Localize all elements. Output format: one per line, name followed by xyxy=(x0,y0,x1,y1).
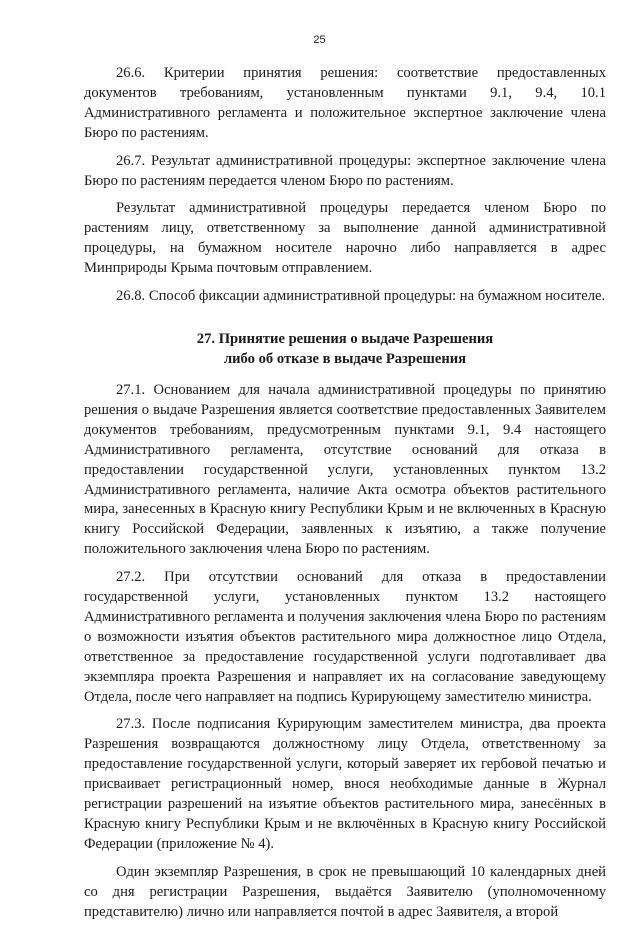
paragraph-26-7: 26.7. Результат административной процедуры: экспертное заключение члена Бюро по растениям передается членом Бюро по растениям. xyxy=(84,152,606,189)
paragraph-26-6: 26.6. Критерии принятия решения: соответствие предоставленных документов требованиям, установленным пунктами 9.1, 9.4, 10.1 Административного регламента и положительное экспертное заключение члена Бюро по растениям. xyxy=(84,65,606,141)
paragraph-27-3-continued: Один экземпляр Разрешения, в срок не превышающий 10 календарных дней со дня регистрации Разрешения, выдаётся Заявителю (уполномоченному представителю) лично или направляется почтой в адрес Заявителя, а второй xyxy=(84,863,606,920)
section-27-heading xyxy=(84,329,606,369)
paragraph-26-7-result: Результат административной процедуры передается членом Бюро по растениям лицу, ответственному за выполнение данной административной процедуры, на бумажном носителе нарочно либо направляется в адрес Минприроды Крыма почтовым отправлением. xyxy=(84,200,606,277)
paragraph-26-8: 26.8. Способ фиксации административной процедуры: на бумажном носителе. xyxy=(116,288,606,305)
page-number: 25 xyxy=(313,34,326,46)
paragraph-27-3: 27.3. После подписания Курирующим заместителем министра, два проекта Разрешения возвращаются должностному лицу Отдела, ответственному за предоставление государственной услуги, который заверяет их гербовой печатью и присваивает регистрационный номер, внося необходимые данные в Журнал регистрации разрешений на изъятие объектов растительного мира, занесённых в Красную книгу Республики Крым и не включённых в Красную книгу Российской Федерации (приложение № 4). xyxy=(84,716,606,852)
paragraph-27-1: 27.1. Основанием для начала административной процедуры по принятию решения о выдаче Разрешения является соответствие предоставленных Заявителем документов требованиям, предусмотренным пунктами 9.1, 9.4 настоящего Административного регламента, отсутствие оснований для отказа в предоставлении государственной услуги, установленных пунктом 13.2 Административного регламента, наличие Акта осмотра объектов растительного мира, занесенных в Красную книгу Республики Крым и не включенных в Красную книгу Российской Федерации, заявленных к изъятию, а также получение положительного заключения члена Бюро по растениям. xyxy=(84,381,606,558)
paragraph-27-2: 27.2. При отсутствии оснований для отказа в предоставлении государственной услуги, установленных пунктом 13.2 настоящего Административного регламента и получения заключения члена Бюро по растениям о возможности изъятия объектов растительного мира должностное лицо Отдела, ответственное за предоставление государственной услуги подготавливает два экземпляра проекта Разрешения и направляет их на согласование заведующему Отдела, после чего направляет на подпись Курирующему заместителю министра. xyxy=(84,569,606,705)
section-27-heading-line1: 27. Принятие решения о выдаче Разрешения xyxy=(196,330,494,347)
section-27-heading-line2: либо об отказе в выдаче Разрешения xyxy=(223,350,467,367)
document-body xyxy=(84,64,606,931)
